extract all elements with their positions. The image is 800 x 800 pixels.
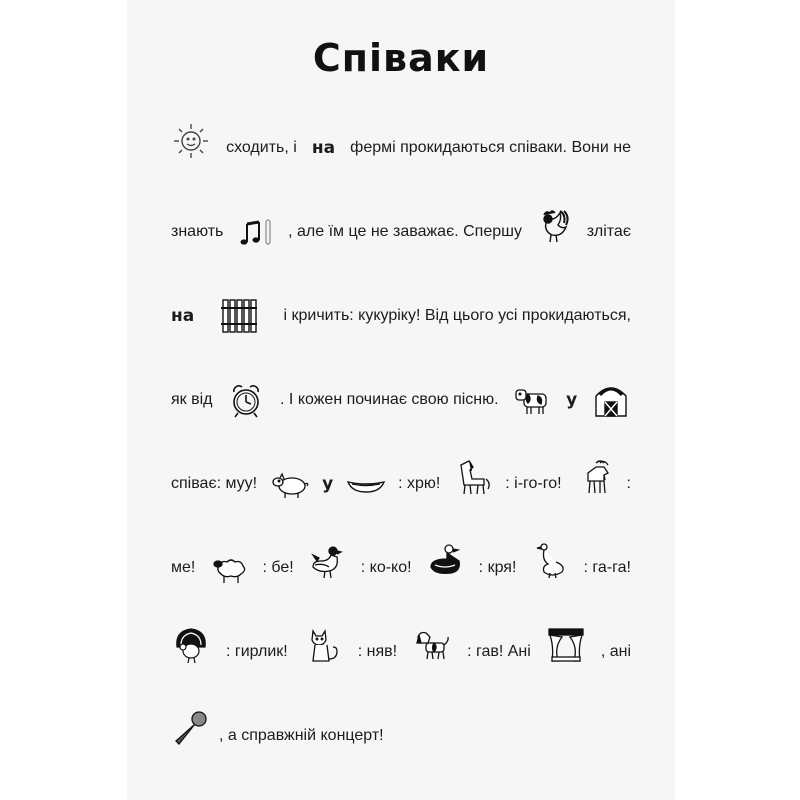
line-2-text-a: знають <box>171 223 224 240</box>
line-7-text-d: , ані <box>600 643 631 660</box>
music-notes-icon <box>236 212 276 252</box>
text-line-3 <box>171 286 631 346</box>
line-6-text-c: : ко-ко! <box>360 559 412 576</box>
text-line-6 <box>171 538 631 598</box>
text-line-1 <box>171 118 631 178</box>
pig-icon <box>270 464 310 504</box>
dog-icon <box>412 625 452 665</box>
line-6-text-b: : бе! <box>262 559 294 576</box>
text-line-4 <box>171 370 631 430</box>
line-4-text-c: у <box>566 390 578 410</box>
line-5-text-a: співає: муу! <box>171 475 258 492</box>
line-4-text-a: як від <box>171 391 213 408</box>
turkey-icon <box>171 625 211 665</box>
duck-icon <box>425 541 465 581</box>
sun-icon <box>171 121 211 161</box>
horse-icon <box>453 457 493 497</box>
text-line-2 <box>171 202 631 262</box>
barn-icon <box>591 380 631 420</box>
line-1-text-b: на <box>311 138 336 158</box>
page <box>127 0 675 800</box>
line-1-text-a: сходить, і <box>226 139 297 156</box>
line-4-text-b: . І кожен починає свою пісню. <box>280 391 499 408</box>
text-line-5 <box>171 454 631 514</box>
goose-icon <box>530 541 570 581</box>
line-3-text-a: на <box>171 306 195 326</box>
theater-stage-icon <box>546 625 586 665</box>
line-3-text-b: і кричить: кукуріку! Від цього усі прокидаються, <box>283 307 631 324</box>
alarm-clock-icon <box>226 380 266 420</box>
text-line-7 <box>171 622 631 682</box>
line-8-text-a: , а справжній концерт! <box>219 727 384 744</box>
sheep-icon <box>209 548 249 588</box>
line-7-text-b: : няв! <box>357 643 398 660</box>
text-line-8 <box>171 706 631 766</box>
fence-icon <box>219 296 259 336</box>
trough-icon <box>346 464 386 504</box>
cat-icon <box>303 625 343 665</box>
line-6-text-e: : га-га! <box>583 559 631 576</box>
hen-icon <box>307 541 347 581</box>
line-6-text-d: : кря! <box>478 559 517 576</box>
line-6-text-a: ме! <box>171 559 196 576</box>
page-title: Співаки <box>312 36 490 80</box>
line-7-text-a: : гирлик! <box>226 643 288 660</box>
rooster-icon <box>534 205 574 245</box>
goat-icon <box>574 457 614 497</box>
line-5-text-b: у <box>322 474 334 494</box>
line-5-text-e: : <box>626 475 631 492</box>
line-5-text-d: : і-го-го! <box>505 475 562 492</box>
line-1-text-c: фермі прокидаються співаки. Вони не <box>350 139 631 156</box>
line-7-text-c: : гав! Ані <box>467 643 531 660</box>
line-2-text-b: , але їм це не заважає. Спершу <box>288 223 522 240</box>
microphone-icon <box>171 709 211 749</box>
line-5-text-c: : хрю! <box>398 475 441 492</box>
cow-icon <box>512 380 552 420</box>
line-2-text-c: злітає <box>586 223 631 240</box>
